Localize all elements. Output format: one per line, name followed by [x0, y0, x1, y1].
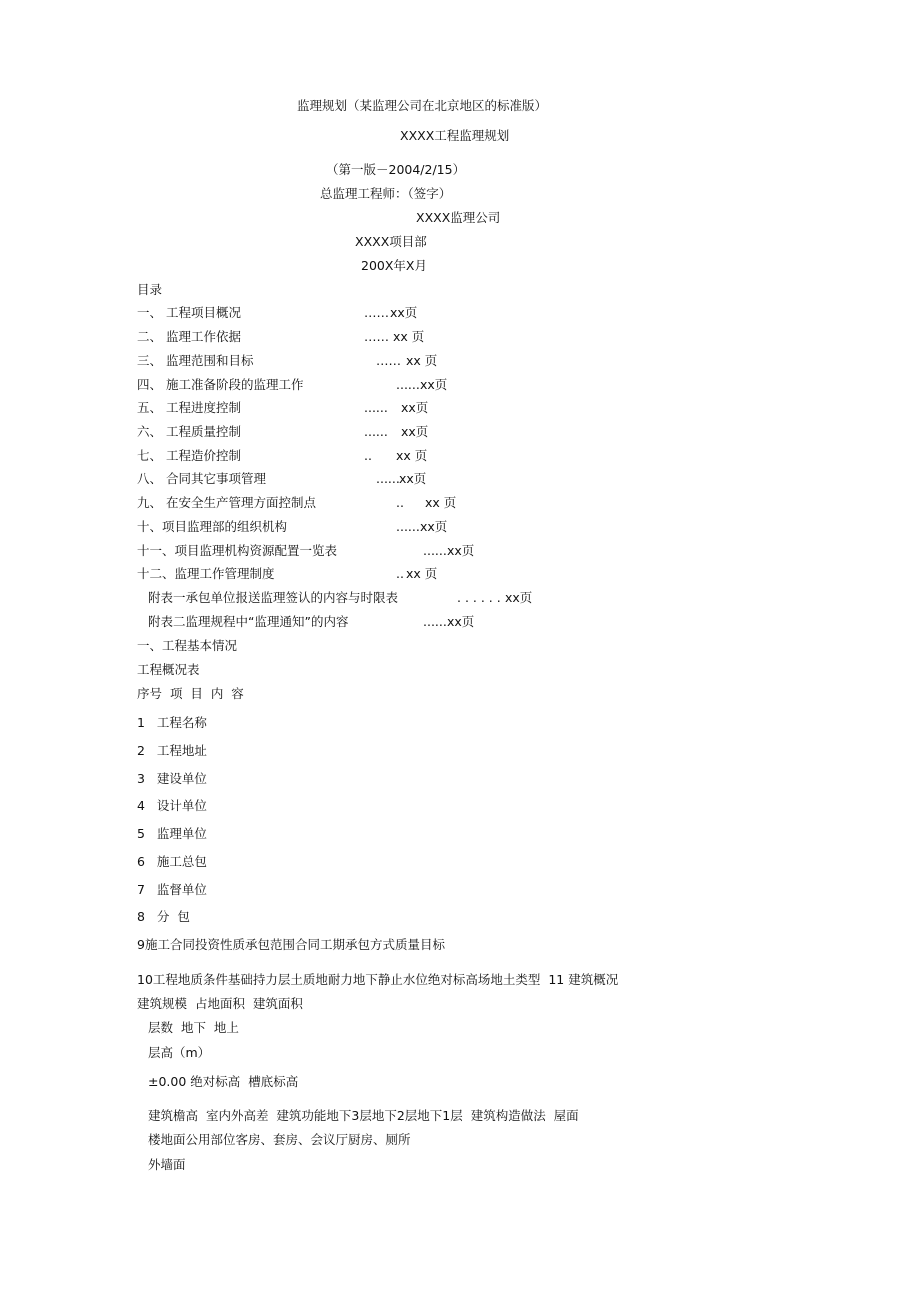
toc-item-dots: .. [364, 448, 372, 463]
table-row: 2 工程地址 [137, 743, 207, 758]
toc-item[interactable] [0, 424, 920, 440]
toc-item-dots: ...... [364, 400, 388, 415]
table-row: 5 监理单位 [137, 826, 207, 841]
toc-item-page: xx页 [401, 424, 429, 439]
toc-item[interactable] [0, 305, 920, 321]
toc-item[interactable] [0, 590, 920, 606]
floor-height-line: 层高（m） [148, 1045, 211, 1060]
toc-item-label: 三、 监理范围和目标 [137, 353, 254, 368]
elevation-line: ±0.00 绝对标高 槽底标高 [148, 1074, 299, 1089]
toc-item[interactable] [0, 471, 920, 487]
toc-item-label: 九、 在安全生产管理方面控制点 [137, 495, 316, 510]
toc-item-page: xx页 [401, 400, 429, 415]
toc-item-dots: ...... [364, 424, 388, 439]
toc-item-label: 一、 工程项目概况 [137, 305, 241, 320]
toc-item-dots: ...... [423, 614, 447, 629]
table-row: 9施工合同投资性质承包范围合同工期承包方式质量目标 [137, 937, 445, 952]
table-header: 序号 项 目 内 容 [137, 686, 244, 701]
toc-item-page: xx页 [390, 305, 418, 320]
table-row: 10工程地质条件基础持力层土质地耐力地下静止水位绝对标高场地土类型 11 建筑概况 [137, 972, 619, 987]
project-title: XXXX工程监理规划 [400, 128, 510, 143]
toc-item[interactable] [0, 329, 920, 345]
department-name: XXXX项目部 [355, 234, 427, 249]
toc-item-label: 五、 工程进度控制 [137, 400, 241, 415]
toc-item[interactable] [0, 377, 920, 393]
toc-item-label: 附表二监理规程中“监理通知”的内容 [148, 614, 349, 629]
doc-title: 监理规划（某监理公司在北京地区的标准版） [297, 98, 548, 113]
table-row: 6 施工总包 [137, 854, 207, 869]
toc-item-label: 附表一承包单位报送监理签认的内容与时限表 [148, 590, 399, 605]
exterior-wall-line: 外墙面 [148, 1157, 186, 1172]
toc-item-dots: ...... [376, 471, 400, 486]
toc-item-dots: …… [376, 353, 401, 368]
toc-heading: 目录 [137, 282, 163, 297]
toc-item-dots: ...... [396, 519, 420, 534]
document-date: 200X年X月 [361, 258, 427, 273]
toc-item-dots: .. [396, 495, 404, 510]
toc-item-dots: ...... [396, 377, 420, 392]
building-scale-line: 建筑规模 占地面积 建筑面积 [137, 996, 303, 1011]
toc-item-label: 十、项目监理部的组织机构 [137, 519, 288, 534]
toc-item-page: xx页 [420, 519, 448, 534]
toc-item-label: 七、 工程造价控制 [137, 448, 241, 463]
table-row: 7 监督单位 [137, 882, 207, 897]
toc-item-dots: . . . . . . [457, 590, 501, 605]
toc-item-page: xx 页 [425, 495, 457, 510]
table-row: 8 分 包 [137, 909, 190, 924]
toc-item[interactable] [0, 448, 920, 464]
table-row: 3 建设单位 [137, 771, 207, 786]
toc-item[interactable] [0, 566, 920, 582]
toc-item-page: xx 页 [406, 566, 438, 581]
toc-item[interactable] [0, 543, 920, 559]
toc-item-page: xx 页 [393, 329, 425, 344]
table-row: 1 工程名称 [137, 715, 207, 730]
toc-item-page: xx 页 [396, 448, 428, 463]
toc-item-label: 十二、监理工作管理制度 [137, 566, 275, 581]
table-title: 工程概况表 [137, 662, 200, 677]
company-name: XXXX监理公司 [416, 210, 501, 225]
toc-item-dots: ...... [423, 543, 447, 558]
toc-item-page: xx页 [447, 543, 475, 558]
toc-item-label: 四、 施工准备阶段的监理工作 [137, 377, 304, 392]
toc-item[interactable] [0, 614, 920, 630]
toc-item[interactable] [0, 495, 920, 511]
toc-item-page: xx页 [399, 471, 427, 486]
toc-item[interactable] [0, 400, 920, 416]
floor-finish-line: 楼地面公用部位客房、套房、会议厅厨房、厕所 [148, 1132, 411, 1147]
toc-item-page: xx 页 [406, 353, 438, 368]
building-misc-line: 建筑檐高 室内外高差 建筑功能地下3层地下2层地下1层 建筑构造做法 屋面 [148, 1108, 579, 1123]
toc-item-page: xx页 [447, 614, 475, 629]
toc-item-label: 八、 合同其它事项管理 [137, 471, 266, 486]
toc-item[interactable] [0, 353, 920, 369]
toc-item[interactable] [0, 519, 920, 535]
toc-item-page: xx页 [505, 590, 533, 605]
toc-item-dots: …… [364, 305, 389, 320]
toc-item-dots: .. [396, 566, 404, 581]
toc-item-label: 六、 工程质量控制 [137, 424, 241, 439]
floors-line: 层数 地下 地上 [148, 1020, 239, 1035]
section-heading: 一、工程基本情况 [137, 638, 238, 653]
toc-item-page: xx页 [420, 377, 448, 392]
toc-item-dots: …… [364, 329, 389, 344]
chief-engineer-line: 总监理工程师：（签字） [320, 186, 452, 201]
edition-line: （第一版－2004/2/15） [326, 162, 466, 177]
toc-item-label: 十一、项目监理机构资源配置一览表 [137, 543, 338, 558]
toc-item-label: 二、 监理工作依据 [137, 329, 241, 344]
table-row: 4 设计单位 [137, 798, 207, 813]
